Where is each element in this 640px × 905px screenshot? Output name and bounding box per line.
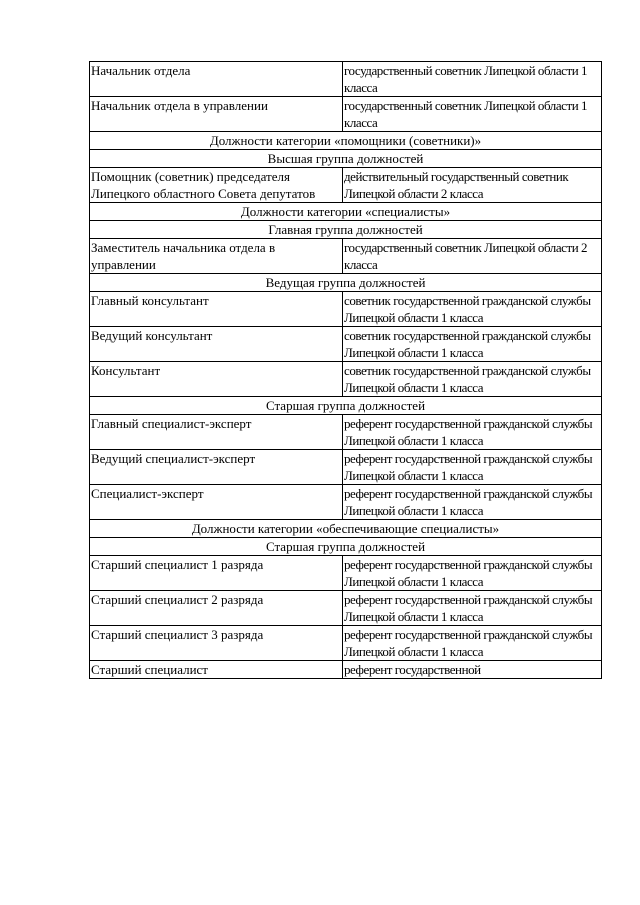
group-header-row <box>90 538 602 556</box>
class-rank-cell: государственный советник Липецкой области 1 класса <box>343 97 602 132</box>
position-cell: Заместитель начальника отдела в управлении <box>90 239 343 274</box>
table-row <box>90 292 602 327</box>
position-cell: Начальник отдела в управлении <box>90 97 343 132</box>
table-row <box>90 239 602 274</box>
position-cell: Ведущий консультант <box>90 327 343 362</box>
class-rank-cell: референт государственной гражданской службы Липецкой области 1 класса <box>343 626 602 661</box>
class-rank-cell: действительный государственный советник Липецкой области 2 класса <box>343 168 602 203</box>
group-header: Старшая группа должностей <box>90 397 602 415</box>
class-rank-cell: референт государственной гражданской службы Липецкой области 1 класса <box>343 591 602 626</box>
group-header: Старшая группа должностей <box>90 538 602 556</box>
position-cell: Консультант <box>90 362 343 397</box>
position-cell: Специалист-эксперт <box>90 485 343 520</box>
table-row <box>90 485 602 520</box>
group-header: Главная группа должностей <box>90 221 602 239</box>
position-cell: Старший специалист 2 разряда <box>90 591 343 626</box>
class-rank-cell: советник государственной гражданской службы Липецкой области 1 класса <box>343 292 602 327</box>
table-row <box>90 362 602 397</box>
position-cell: Главный специалист-эксперт <box>90 415 343 450</box>
table-row <box>90 626 602 661</box>
group-header-row <box>90 221 602 239</box>
class-rank-cell: государственный советник Липецкой области 1 класса <box>343 62 602 97</box>
table-row <box>90 62 602 97</box>
group-header: Должности категории «обеспечивающие специалисты» <box>90 520 602 538</box>
group-header-row <box>90 203 602 221</box>
table-row <box>90 661 602 679</box>
table-body <box>90 62 602 679</box>
table-row <box>90 415 602 450</box>
position-cell: Старший специалист 1 разряда <box>90 556 343 591</box>
class-rank-cell: государственный советник Липецкой области 2 класса <box>343 239 602 274</box>
position-cell: Помощник (советник) председателя Липецкого областного Совета депутатов <box>90 168 343 203</box>
table-row <box>90 556 602 591</box>
group-header-row <box>90 132 602 150</box>
class-rank-cell: советник государственной гражданской службы Липецкой области 1 класса <box>343 362 602 397</box>
group-header-row <box>90 274 602 292</box>
class-rank-cell: референт государственной гражданской службы Липецкой области 1 класса <box>343 450 602 485</box>
table-row <box>90 450 602 485</box>
table-row <box>90 168 602 203</box>
position-cell: Начальник отдела <box>90 62 343 97</box>
table-row <box>90 327 602 362</box>
table-row <box>90 97 602 132</box>
position-cell: Старший специалист 3 разряда <box>90 626 343 661</box>
class-rank-cell: референт государственной гражданской службы Липецкой области 1 класса <box>343 485 602 520</box>
group-header: Ведущая группа должностей <box>90 274 602 292</box>
group-header-row <box>90 397 602 415</box>
positions-rank-table <box>89 61 602 679</box>
position-cell: Ведущий специалист-эксперт <box>90 450 343 485</box>
table-row <box>90 591 602 626</box>
class-rank-cell: референт государственной <box>343 661 602 679</box>
group-header-row <box>90 520 602 538</box>
group-header: Должности категории «специалисты» <box>90 203 602 221</box>
group-header: Высшая группа должностей <box>90 150 602 168</box>
group-header: Должности категории «помощники (советники)» <box>90 132 602 150</box>
position-cell: Главный консультант <box>90 292 343 327</box>
class-rank-cell: советник государственной гражданской службы Липецкой области 1 класса <box>343 327 602 362</box>
class-rank-cell: референт государственной гражданской службы Липецкой области 1 класса <box>343 415 602 450</box>
class-rank-cell: референт государственной гражданской службы Липецкой области 1 класса <box>343 556 602 591</box>
position-cell: Старший специалист <box>90 661 343 679</box>
group-header-row <box>90 150 602 168</box>
